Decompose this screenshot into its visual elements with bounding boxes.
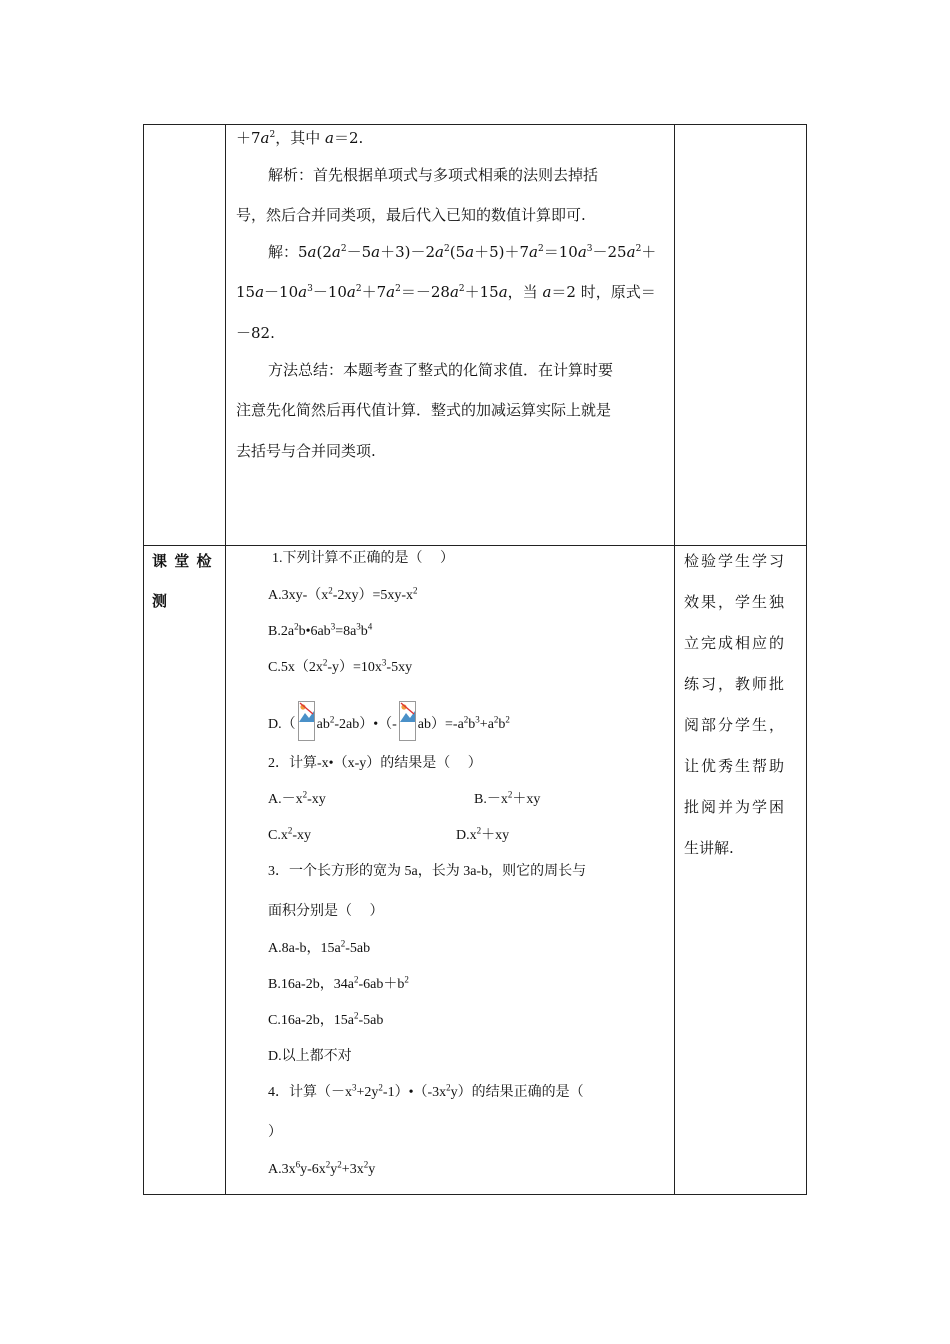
text-run: －5 [346, 243, 372, 261]
text-run: +a [479, 717, 494, 733]
text-run: ＝2. [333, 129, 364, 147]
method-summary-line [236, 441, 376, 461]
text-run: －10 [264, 283, 299, 301]
text-run: -5ab [345, 941, 371, 956]
text-run: A.3xy-（x [268, 588, 329, 603]
text-run: -xy [307, 792, 326, 807]
text-run: 解：5 [268, 243, 308, 261]
question-3 [268, 862, 586, 882]
question-2 [268, 754, 482, 774]
analysis-line [268, 165, 598, 185]
superscript: 2 [538, 244, 544, 254]
note-line: 生讲解. [684, 839, 734, 857]
example-line [236, 128, 363, 148]
text-run: 方法总结：本题考查了整式的化简求值．在计算时要 [268, 361, 614, 379]
text-run: =8a [335, 624, 357, 639]
superscript: 3 [586, 244, 593, 254]
text-run: -5ab [358, 1013, 384, 1028]
question-4-cont [268, 1123, 282, 1143]
text-run: ＋ [641, 243, 657, 261]
section-label: 测 [152, 592, 168, 610]
superscript: 3 [381, 657, 387, 668]
question-1 [272, 549, 454, 569]
text-run: b [360, 624, 368, 639]
column-divider-left [225, 125, 226, 1194]
text-run: (5 [449, 243, 466, 261]
text-run: a [307, 243, 317, 261]
superscript: 2 [340, 938, 346, 949]
text-run: 15 [236, 283, 256, 301]
superscript: 3 [307, 284, 313, 294]
superscript: 2 [446, 1082, 451, 1093]
text-run: B.2a [268, 624, 295, 639]
text-run: -1）•（-3x [382, 1085, 447, 1100]
superscript: 2 [507, 789, 513, 800]
solution-line [236, 323, 275, 343]
superscript: 6 [295, 1159, 301, 1170]
text-run: ab）=-a [417, 717, 464, 733]
text-run: 号，然后合并同类项，最后代入已知的数值计算即可. [236, 206, 586, 224]
text-run: 4．计算（－x [268, 1085, 352, 1100]
text-run: C.16a-2b，15a [268, 1013, 354, 1028]
superscript: 2 [294, 621, 299, 632]
text-run: a [346, 283, 356, 301]
text-run: -xy [292, 828, 312, 843]
text-run: b [498, 717, 506, 733]
option-d [268, 705, 510, 745]
superscript: 2 [322, 657, 328, 668]
note-line: 检验学生学习 [684, 552, 787, 570]
superscript: 2 [635, 244, 642, 254]
text-run: -5xy [386, 660, 413, 675]
question-3-cont [268, 902, 384, 922]
text-run: a [542, 283, 552, 301]
text-run: 面积分别是（ ） [268, 904, 384, 919]
text-run: A.－x [268, 792, 303, 807]
text-run: ＋3)－2 [380, 243, 436, 261]
text-run: ＋xy [512, 792, 541, 807]
superscript: 2 [353, 974, 359, 985]
text-run: a [298, 283, 308, 301]
text-run: -2ab）•（- [334, 717, 397, 733]
row-divider [144, 545, 806, 546]
section-label: 课 堂 检 [152, 552, 213, 570]
superscript: 2 [395, 284, 401, 294]
text-run: －25 [592, 243, 627, 261]
text-run: a [498, 283, 508, 301]
text-run: D.x [456, 828, 477, 843]
superscript: 2 [363, 1159, 369, 1170]
question-4 [268, 1083, 584, 1103]
text-run: 去括号与合并同类项. [236, 442, 376, 460]
text-run: a [529, 243, 538, 261]
analysis-line [236, 205, 586, 225]
note-line: 练习，教师批 [684, 675, 787, 693]
text-run: a [449, 283, 459, 301]
text-run: ＝－28 [400, 283, 450, 301]
text-run: ab [316, 717, 330, 733]
text-run: y [330, 1162, 338, 1177]
text-run: ＋5)＋7 [474, 243, 530, 261]
option-a [268, 939, 370, 959]
text-run: C.5x（2x [268, 660, 323, 675]
superscript: 2 [340, 244, 347, 254]
text-run: b [468, 717, 476, 733]
superscript: 2 [329, 714, 335, 725]
superscript: 2 [302, 789, 308, 800]
option-d [456, 826, 509, 846]
method-summary-line [236, 400, 611, 420]
note-line: 立完成相应的 [684, 634, 787, 652]
superscript: 2 [493, 714, 499, 725]
note-line: 阅部分学生， [684, 716, 787, 734]
solution-line [268, 242, 656, 262]
text-run: y）的结果正确的是（ [450, 1085, 584, 1100]
option-c [268, 826, 311, 846]
text-run: B.16a-2b，34a [268, 977, 354, 992]
method-summary-line [268, 360, 613, 380]
text-run: a [386, 283, 396, 301]
text-run: b•6ab [298, 624, 331, 639]
option-b [474, 790, 540, 810]
text-run: ＋15 [464, 283, 499, 301]
superscript: 2 [476, 825, 482, 836]
superscript: 2 [413, 585, 418, 596]
column-divider-right [674, 125, 675, 1194]
superscript: 2 [505, 714, 510, 725]
text-run: ＋xy [481, 828, 510, 843]
text-run: A.3x [268, 1162, 296, 1177]
text-run: y [368, 1162, 376, 1177]
superscript: 2 [269, 130, 276, 140]
note-line: 批阅并为学困 [684, 798, 787, 816]
text-run: a [260, 129, 270, 147]
superscript: 3 [475, 714, 480, 725]
superscript: 2 [378, 1082, 383, 1093]
text-run: ＋7 [361, 283, 387, 301]
text-run: 1.下列计算不正确的是（ ） [272, 551, 454, 566]
text-run: +3x [341, 1162, 364, 1177]
text-run: 2．计算-x•（x-y）的结果是（ ） [268, 756, 482, 771]
note-line: 让优秀生帮助 [684, 757, 787, 775]
text-run: 注意先化简然后再代值计算．整式的加减运算实际上就是 [236, 401, 612, 419]
option-b [268, 622, 372, 642]
text-run: D.以上都不对 [268, 1049, 352, 1064]
superscript: 2 [355, 284, 362, 294]
text-run: a [435, 243, 444, 261]
superscript: 2 [353, 1010, 359, 1021]
text-run: -2xy）=5xy-x [332, 588, 414, 603]
text-run: 3．一个长方形的宽为 5a，长为 3a-b，则它的周长与 [268, 864, 587, 879]
text-run: ） [268, 1125, 282, 1140]
text-run: ，当 [507, 283, 543, 301]
superscript: 2 [287, 825, 293, 836]
text-run: a [371, 243, 381, 261]
superscript: 4 [367, 621, 373, 632]
text-run: ＝10 [543, 243, 578, 261]
text-run: －82. [236, 324, 275, 342]
text-run: a [331, 243, 341, 261]
broken-image-icon [399, 701, 416, 741]
text-run: y-6x [300, 1162, 326, 1177]
text-run: a [325, 129, 334, 147]
superscript: 2 [444, 244, 450, 254]
superscript: 2 [458, 284, 465, 294]
text-run: C.x [268, 828, 288, 843]
superscript: 3 [330, 621, 336, 632]
text-run: a [577, 243, 587, 261]
text-run: a [626, 243, 636, 261]
option-a [268, 586, 418, 606]
superscript: 3 [356, 621, 361, 632]
option-a [268, 790, 326, 810]
note-line: 效果，学生独 [684, 593, 787, 611]
superscript: 3 [352, 1082, 357, 1093]
text-run: ＋7 [236, 129, 261, 147]
option-c [268, 1011, 383, 1031]
text-run: -y）=10x [327, 660, 382, 675]
text-run: a [465, 243, 475, 261]
text-run: －10 [312, 283, 347, 301]
superscript: 2 [325, 1159, 331, 1170]
superscript: 2 [404, 974, 409, 985]
text-run: A.8a-b，15a [268, 941, 341, 956]
option-a [268, 1160, 375, 1180]
text-run: D.（ [268, 717, 296, 733]
text-run: a [255, 283, 265, 301]
superscript: 2 [337, 1159, 342, 1170]
superscript: 2 [328, 585, 333, 596]
text-run: -6ab＋b [358, 977, 405, 992]
text-run: B.－x [474, 792, 508, 807]
text-run: (2 [316, 243, 332, 261]
solution-line [236, 282, 656, 302]
option-d [268, 1047, 352, 1067]
option-c [268, 658, 412, 678]
text-run: +2y [356, 1085, 379, 1100]
option-b [268, 975, 409, 995]
text-run: ，其中 [275, 129, 326, 147]
superscript: 2 [463, 714, 469, 725]
broken-image-icon [298, 701, 315, 741]
text-run: 解析：首先根据单项式与多项式相乘的法则去掉括 [268, 166, 599, 184]
text-run: ＝2 时，原式＝ [551, 283, 656, 301]
